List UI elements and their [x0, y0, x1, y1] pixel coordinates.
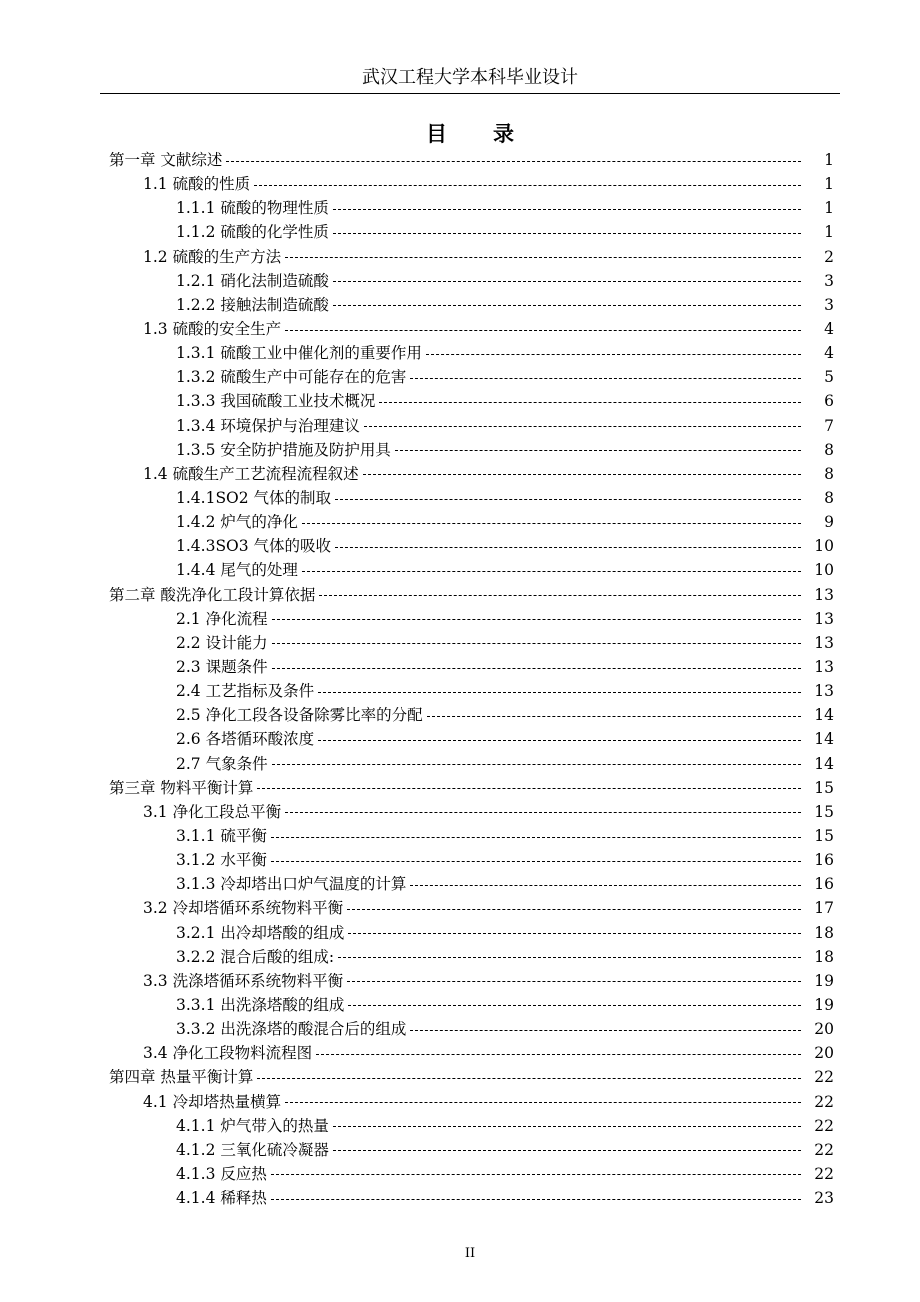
toc-entry-label: 2.6 各塔循环酸浓度: [176, 730, 315, 749]
toc-entry-page: 15: [814, 778, 834, 797]
toc-leader: [333, 1126, 801, 1127]
toc-entry[interactable]: [0, 1041, 920, 1065]
toc-entry-label: 2.3 课题条件: [176, 658, 268, 677]
toc-leader: [333, 1150, 801, 1151]
toc-entry[interactable]: [0, 1162, 920, 1186]
toc-leader: [316, 1054, 801, 1055]
toc-entry-label: 4.1.2 三氧化硫冷凝器: [176, 1140, 329, 1159]
toc-entry-label: 3.1.3 冷却塔出口炉气温度的计算: [176, 875, 407, 894]
toc-title-char-1: 目: [426, 121, 447, 146]
toc-entry-page: 19: [814, 971, 834, 990]
toc-leader: [379, 402, 801, 403]
toc-leader: [272, 764, 801, 765]
toc-entry-label: 1.4.3SO3 气体的吸收: [176, 537, 332, 556]
toc-leader: [395, 450, 801, 451]
toc-entry-page: 1: [824, 151, 834, 170]
toc-leader: [271, 837, 801, 838]
toc-entry-page: 18: [814, 947, 834, 966]
toc-entry-label: 1.3.3 我国硫酸工业技术概况: [176, 392, 376, 411]
toc-entry-page: 5: [824, 368, 834, 387]
toc-leader: [333, 233, 801, 234]
toc-entry[interactable]: [0, 800, 920, 824]
toc-leader: [257, 1078, 801, 1079]
running-header: 武汉工程大学本科毕业设计: [362, 67, 578, 88]
toc-entry-page: 9: [824, 513, 834, 532]
toc-entry-label: 第三章 物料平衡计算: [109, 778, 254, 797]
table-of-contents: [0, 148, 920, 1210]
toc-entry-page: 2: [824, 247, 834, 266]
toc-entry-page: 8: [824, 489, 834, 508]
toc-entry-page: 1: [824, 223, 834, 242]
toc-leader: [254, 185, 801, 186]
toc-entry-page: 13: [814, 682, 834, 701]
toc-leader: [257, 788, 801, 789]
toc-entry-label: 3.1.1 硫平衡: [176, 827, 267, 845]
toc-entry-page: 10: [814, 537, 834, 556]
toc-leader: [302, 571, 801, 572]
toc-leader: [348, 1005, 801, 1006]
toc-entry[interactable]: [0, 848, 920, 872]
toc-leader: [285, 812, 801, 813]
toc-leader: [272, 619, 801, 620]
toc-leader: [271, 1199, 801, 1200]
toc-entry[interactable]: [0, 655, 920, 679]
toc-entry-page: 3: [824, 271, 834, 290]
toc-entry-label: 1.2.2 接触法制造硫酸: [176, 295, 329, 314]
toc-entry[interactable]: [0, 534, 920, 558]
toc-entry-page: 13: [814, 658, 834, 677]
toc-entry[interactable]: [0, 245, 920, 269]
toc-entry[interactable]: [0, 896, 920, 920]
toc-leader: [427, 716, 801, 717]
toc-entry[interactable]: [0, 220, 920, 244]
toc-entry[interactable]: [0, 1138, 920, 1162]
toc-entry-label: 1.4 硫酸生产工艺流程流程叙述: [143, 464, 359, 483]
toc-entry-label: 3.1.2 水平衡: [176, 851, 267, 870]
toc-entry[interactable]: [0, 1065, 920, 1089]
toc-entry-page: 13: [814, 585, 834, 604]
toc-entry-page: 18: [814, 923, 834, 942]
toc-entry-label: 1.3.1 硫酸工业中催化剂的重要作用: [176, 344, 422, 363]
toc-entry[interactable]: [0, 486, 920, 510]
toc-entry[interactable]: [0, 1186, 920, 1210]
toc-entry[interactable]: [0, 269, 920, 293]
toc-entry-label: 3.3 洗涤塔循环系统物料平衡: [143, 971, 344, 990]
toc-entry-label: 第一章 文献综述: [109, 151, 223, 170]
toc-leader: [410, 378, 801, 379]
toc-leader: [338, 957, 801, 958]
toc-entry-page: 1: [824, 199, 834, 218]
toc-entry-label: 1.4.1SO2 气体的制取: [176, 489, 332, 508]
toc-leader: [272, 643, 801, 644]
toc-entry[interactable]: [0, 752, 920, 776]
toc-leader: [318, 740, 801, 741]
toc-leader: [285, 257, 801, 258]
toc-leader: [333, 209, 801, 210]
toc-entry-page: 1: [824, 175, 834, 194]
toc-entry[interactable]: [0, 631, 920, 655]
toc-entry[interactable]: [0, 1017, 920, 1041]
toc-entry-label: 1.3.4 环境保护与治理建议: [176, 416, 360, 435]
toc-entry-label: 1.1.1 硫酸的物理性质: [176, 199, 329, 218]
toc-entry-label: 2.7 气象条件: [176, 754, 268, 773]
toc-entry-page: 20: [814, 1020, 834, 1039]
toc-entry-label: 1.3.2 硫酸生产中可能存在的危害: [176, 368, 407, 387]
toc-entry-page: 17: [814, 899, 834, 918]
toc-leader: [348, 933, 801, 934]
toc-entry[interactable]: [0, 945, 920, 969]
toc-entry-page: 10: [814, 561, 834, 580]
toc-entry-page: 14: [814, 730, 834, 749]
toc-entry-label: 第二章 酸洗净化工段计算依据: [109, 585, 316, 604]
toc-entry-label: 4.1.1 炉气带入的热量: [176, 1116, 329, 1135]
toc-entry-label: 3.1 净化工段总平衡: [143, 802, 282, 821]
toc-entry[interactable]: [0, 921, 920, 945]
toc-entry[interactable]: [0, 993, 920, 1017]
toc-entry-page: 6: [824, 392, 834, 411]
toc-leader: [333, 281, 801, 282]
toc-leader: [335, 547, 801, 548]
toc-leader: [271, 861, 801, 862]
toc-entry-label: 2.1 净化流程: [176, 609, 268, 628]
toc-entry-page: 14: [814, 754, 834, 773]
toc-entry-page: 8: [824, 464, 834, 483]
toc-entry-page: 22: [814, 1068, 834, 1087]
toc-entry[interactable]: [0, 196, 920, 220]
toc-entry[interactable]: [0, 558, 920, 582]
toc-leader: [302, 523, 801, 524]
toc-entry-page: 22: [814, 1164, 834, 1183]
toc-entry[interactable]: [0, 341, 920, 365]
toc-entry[interactable]: [0, 438, 920, 462]
toc-entry-label: 4.1.3 反应热: [176, 1164, 267, 1183]
toc-leader: [363, 474, 801, 475]
header-rule: [100, 93, 840, 94]
toc-entry[interactable]: [0, 824, 920, 848]
page-number: II: [464, 1246, 476, 1261]
toc-entry-page: 4: [824, 344, 834, 363]
toc-entry[interactable]: [0, 679, 920, 703]
toc-leader: [271, 1174, 801, 1175]
toc-entry-label: 2.2 设计能力: [176, 633, 268, 652]
toc-entry-label: 2.4 工艺指标及条件: [176, 682, 315, 701]
toc-entry-page: 19: [814, 995, 834, 1014]
toc-entry-page: 3: [824, 295, 834, 314]
toc-entry-label: 第四章 热量平衡计算: [109, 1068, 254, 1087]
toc-entry[interactable]: [0, 1114, 920, 1138]
toc-entry[interactable]: [0, 510, 920, 534]
toc-entry[interactable]: [0, 1089, 920, 1113]
toc-entry-label: 3.3.2 出洗涤塔的酸混合后的组成: [176, 1020, 407, 1039]
toc-entry-page: 23: [814, 1189, 834, 1208]
toc-entry-page: 7: [824, 416, 834, 435]
toc-entry-page: 22: [814, 1116, 834, 1135]
toc-leader: [285, 1102, 801, 1103]
toc-entry[interactable]: [0, 969, 920, 993]
toc-entry-page: 13: [814, 633, 834, 652]
toc-entry[interactable]: [0, 462, 920, 486]
toc-entry-label: 1.1 硫酸的性质: [143, 175, 251, 194]
toc-leader: [333, 305, 801, 306]
toc-entry-label: 1.1.2 硫酸的化学性质: [176, 223, 329, 242]
toc-entry[interactable]: [0, 317, 920, 341]
toc-entry-page: 15: [814, 827, 834, 845]
toc-leader: [285, 330, 801, 331]
toc-entry[interactable]: [0, 727, 920, 751]
toc-entry-page: 13: [814, 609, 834, 628]
toc-entry[interactable]: [0, 872, 920, 896]
toc-entry-page: 8: [824, 440, 834, 459]
toc-entry-label: 1.3.5 安全防护措施及防护用具: [176, 440, 391, 459]
toc-entry-label: 1.2 硫酸的生产方法: [143, 247, 282, 266]
toc-leader: [226, 161, 801, 162]
toc-entry[interactable]: [0, 583, 920, 607]
toc-title-char-2: 录: [493, 121, 514, 146]
toc-entry-label: 1.4.4 尾气的处理: [176, 561, 298, 580]
toc-leader: [410, 1030, 801, 1031]
toc-entry-label: 3.2 冷却塔循环系统物料平衡: [143, 899, 344, 918]
toc-leader: [335, 499, 801, 500]
toc-leader: [318, 692, 801, 693]
toc-entry[interactable]: [0, 776, 920, 800]
toc-entry-page: 20: [814, 1044, 834, 1063]
toc-entry-page: 22: [814, 1092, 834, 1111]
toc-leader: [426, 354, 801, 355]
toc-entry-page: 16: [814, 851, 834, 870]
toc-entry-page: 14: [814, 706, 834, 725]
toc-leader: [319, 595, 801, 596]
toc-leader: [364, 426, 801, 427]
toc-entry-label: 1.4.2 炉气的净化: [176, 513, 298, 532]
toc-entry-label: 3.2.1 出冷却塔酸的组成: [176, 923, 345, 942]
toc-entry[interactable]: [0, 703, 920, 727]
toc-leader: [272, 668, 801, 669]
toc-entry-page: 15: [814, 802, 834, 821]
toc-entry[interactable]: [0, 293, 920, 317]
toc-entry[interactable]: [0, 148, 920, 172]
toc-entry-label: 3.3.1 出洗涤塔酸的组成: [176, 995, 345, 1014]
toc-leader: [410, 885, 801, 886]
toc-entry-page: 16: [814, 875, 834, 894]
toc-entry[interactable]: [0, 172, 920, 196]
toc-entry-label: 2.5 净化工段各设备除雾比率的分配: [176, 706, 423, 725]
toc-leader: [347, 909, 801, 910]
toc-entry-label: 4.1 冷却塔热量横算: [143, 1092, 282, 1111]
toc-entry[interactable]: [0, 365, 920, 389]
toc-entry-label: 4.1.4 稀释热: [176, 1189, 267, 1208]
toc-leader: [347, 981, 801, 982]
toc-entry[interactable]: [0, 389, 920, 413]
toc-entry[interactable]: [0, 414, 920, 438]
toc-entry[interactable]: [0, 607, 920, 631]
toc-entry-label: 3.4 净化工段物料流程图: [143, 1044, 313, 1063]
toc-entry-label: 3.2.2 混合后酸的组成:: [176, 947, 335, 966]
toc-entry-page: 4: [824, 320, 834, 339]
toc-entry-label: 1.2.1 硝化法制造硫酸: [176, 271, 329, 290]
toc-entry-label: 1.3 硫酸的安全生产: [143, 320, 282, 339]
toc-entry-page: 22: [814, 1140, 834, 1159]
toc-title: [100, 120, 840, 148]
